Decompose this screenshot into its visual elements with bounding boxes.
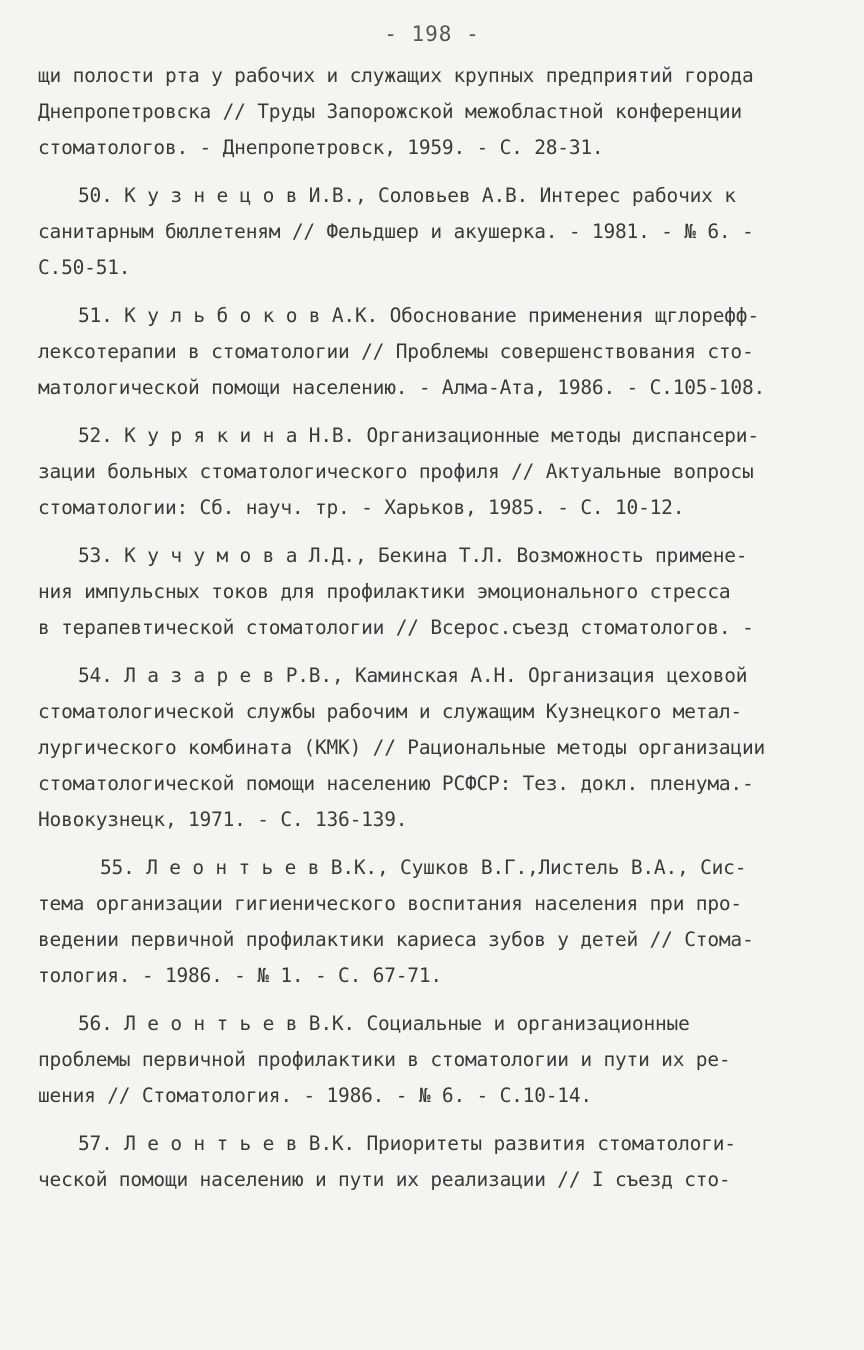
text-line: матологической помощи населению. - Алма-Ата, 1986. - С.105-108. — [38, 376, 766, 399]
bibliography-entries — [38, 58, 828, 1198]
text-line: 52. К у р я к и н а Н.В. Организационные методы диспансери- — [78, 424, 759, 447]
text-line: щи полости рта у рабочих и служащих крупных предприятий города — [38, 64, 754, 87]
text-line: С.50-51. — [38, 256, 131, 279]
text-line: 51. К у л ь б о к о в А.К. Обоснование применения щглорефф- — [78, 304, 759, 327]
text-line: стоматологов. - Днепропетровск, 1959. - С. 28-31. — [38, 136, 604, 159]
text-line: зации больных стоматологического профиля // Актуальные вопросы — [38, 460, 754, 483]
entry-spacer — [38, 1114, 828, 1126]
text-line: 54. Л а з а р е в Р.В., Каминская А.Н. Организация цеховой — [78, 664, 748, 687]
text-line: стоматологической службы рабочим и служащим Кузнецкого метал- — [38, 700, 742, 723]
text-line: стоматологии: Сб. науч. тр. - Харьков, 1985. - С. 10-12. — [38, 496, 685, 519]
text-line: тема организации гигиенического воспитания населения при про- — [38, 892, 742, 915]
text-line: проблемы первичной профилактики в стоматологии и пути их ре- — [38, 1048, 731, 1071]
entry-spacer — [38, 166, 828, 178]
text-line: Днепропетровска // Труды Запорожской межобластной конференции — [38, 100, 742, 123]
text-line: санитарным бюллетеням // Фельдшер и акушерка. - 1981. - № 6. - — [38, 220, 754, 243]
text-line: 50. К у з н е ц о в И.В., Соловьев А.В. Интерес рабочих к — [78, 184, 736, 207]
text-line: 57. Л е о н т ь е в В.К. Приоритеты развития стоматологи- — [78, 1132, 736, 1155]
text-line: 56. Л е о н т ь е в В.К. Социальные и организационные — [78, 1012, 690, 1035]
text-line: в терапевтической стоматологии // Всерос.съезд стоматологов. - — [38, 616, 754, 639]
entry-spacer — [38, 526, 828, 538]
text-line: ческой помощи населению и пути их реализации // I съезд сто- — [38, 1168, 731, 1191]
text-line: ния импульсных токов для профилактики эмоционального стресса — [38, 580, 731, 603]
text-line: ведении первичной профилактики кариеса зубов у детей // Стома- — [38, 928, 754, 951]
text-line: 53. К у ч у м о в а Л.Д., Бекина Т.Л. Возможность примене- — [78, 544, 748, 567]
text-line: лексотерапии в стоматологии // Проблемы совершенствования сто- — [38, 340, 754, 363]
text-line: лургического комбината (КМК) // Рациональные методы организации — [38, 736, 766, 759]
entry-spacer — [38, 406, 828, 418]
text-line: стоматологической помощи населению РСФСР: Тез. докл. пленума.- — [38, 772, 754, 795]
text-line: тология. - 1986. - № 1. - С. 67-71. — [38, 964, 442, 987]
entry-spacer — [38, 994, 828, 1006]
text-line: шения // Стоматология. - 1986. - № 6. - С.10-14. — [38, 1084, 592, 1107]
entry-spacer — [38, 646, 828, 658]
entry-spacer — [38, 838, 828, 850]
page-number: - 198 - — [384, 22, 480, 46]
text-line: 55. Л е о н т ь е в В.К., Сушков В.Г.,Листель В.А., Сис- — [100, 856, 747, 879]
text-line: Новокузнецк, 1971. - С. 136-139. — [38, 808, 408, 831]
entry-spacer — [38, 286, 828, 298]
